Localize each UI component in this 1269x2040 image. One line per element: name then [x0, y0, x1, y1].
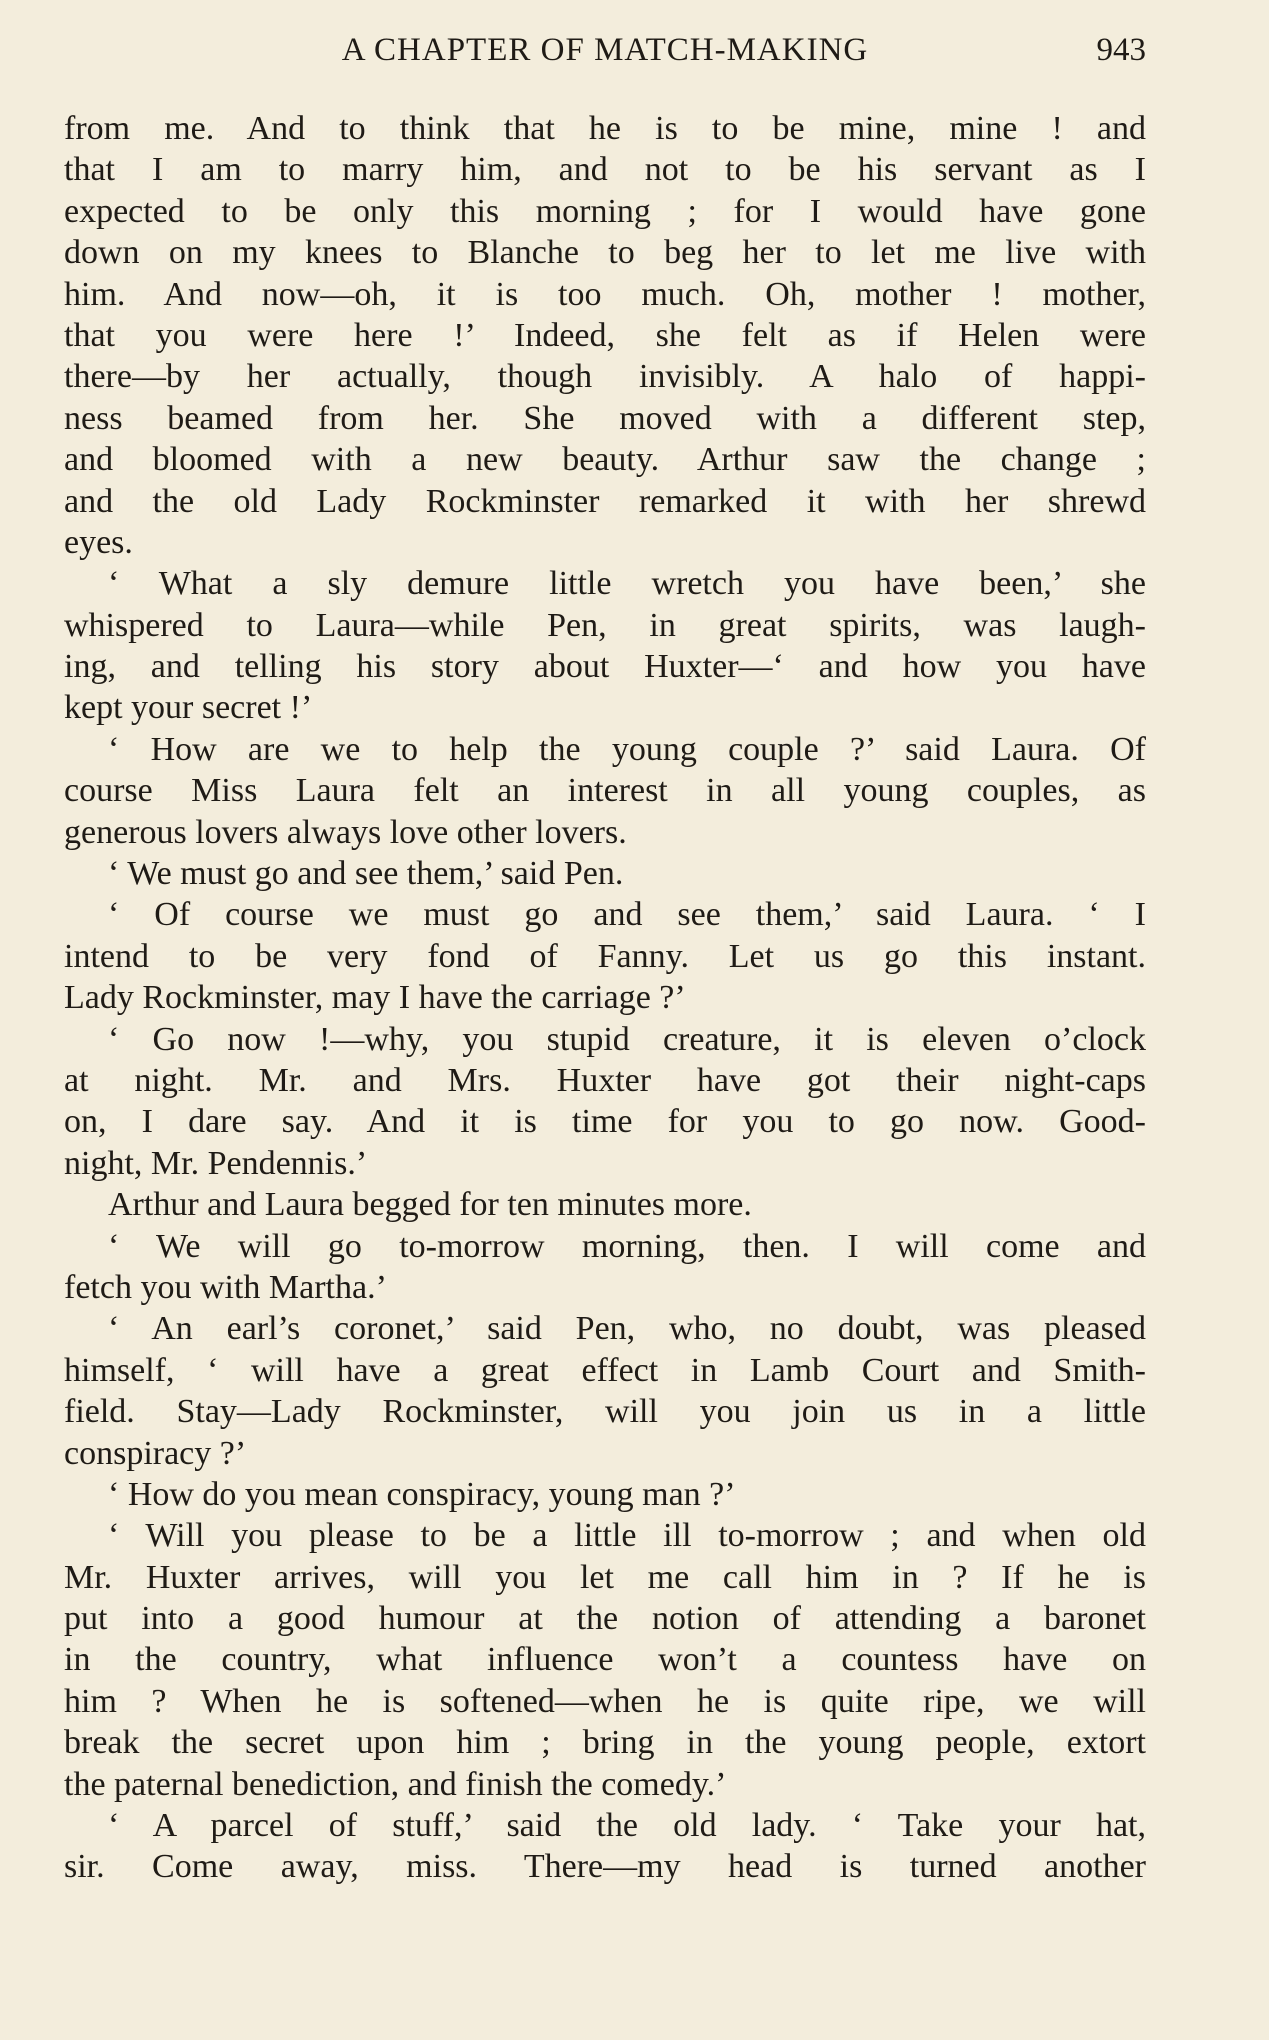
text-line: at night. Mr. and Mrs. Huxter have got their night-caps	[64, 1061, 1146, 1099]
text-line: ‘ An earl’s coronet,’ said Pen, who, no doubt, was pleased	[108, 1310, 1146, 1348]
text-line: down on my knees to Blanche to beg her to let me live with	[64, 234, 1146, 272]
text-line: ‘ We must go and see them,’ said Pen.	[108, 855, 624, 893]
text-line: field. Stay—Lady Rockminster, will you join us in a little	[64, 1393, 1146, 1431]
text-line: fetch you with Martha.’	[64, 1268, 387, 1306]
body-text	[64, 108, 1146, 1888]
text-line: himself, ‘ will have a great effect in Lamb Court and Smith-	[64, 1351, 1146, 1389]
text-line: generous lovers always love other lovers.	[64, 813, 627, 851]
text-line: break the secret upon him ; bring in the young people, extort	[64, 1724, 1146, 1762]
text-line: in the country, what influence won’t a countess have on	[64, 1641, 1146, 1679]
text-line: ‘ Of course we must go and see them,’ said Laura. ‘ I	[108, 896, 1146, 934]
text-line: ‘ Go now !—why, you stupid creature, it is eleven o’clock	[108, 1020, 1146, 1058]
text-line: kept your secret !’	[64, 689, 313, 727]
text-line: and bloomed with a new beauty. Arthur saw the change ;	[64, 441, 1146, 479]
text-line: that I am to marry him, and not to be his servant as I	[64, 151, 1146, 189]
text-line: night, Mr. Pendennis.’	[64, 1144, 368, 1182]
text-line: ‘ We will go to-morrow morning, then. I will come and	[108, 1227, 1146, 1265]
text-line: conspiracy ?’	[64, 1434, 247, 1472]
text-line: the paternal benediction, and finish the comedy.’	[64, 1765, 727, 1803]
text-line: ‘ A parcel of stuff,’ said the old lady. ‘ Take your hat,	[108, 1807, 1146, 1845]
text-line: ness beamed from her. She moved with a different step,	[64, 399, 1146, 437]
text-line: intend to be very fond of Fanny. Let us go this instant.	[64, 937, 1146, 975]
text-line: eyes.	[64, 523, 133, 561]
running-head	[64, 28, 1146, 72]
text-line: him. And now—oh, it is too much. Oh, mother ! mother,	[64, 275, 1146, 313]
text-line: and the old Lady Rockminster remarked it with her shrewd	[64, 482, 1146, 520]
text-line: expected to be only this morning ; for I would have gone	[64, 192, 1146, 230]
text-line: whispered to Laura—while Pen, in great spirits, was laugh-	[64, 606, 1146, 644]
text-line: ing, and telling his story about Huxter—‘ and how you have	[64, 648, 1146, 686]
text-line: ‘ How are we to help the young couple ?’ said Laura. Of	[108, 730, 1146, 768]
text-line: there—by her actually, though invisibly. A halo of happi-	[64, 358, 1146, 396]
text-line: put into a good humour at the notion of attending a baronet	[64, 1600, 1146, 1638]
text-line: sir. Come away, miss. There—my head is turned another	[64, 1848, 1146, 1886]
text-line: ‘ How do you mean conspiracy, young man ?’	[108, 1475, 736, 1513]
text-line: ‘ Will you please to be a little ill to-morrow ; and when old	[108, 1517, 1146, 1555]
text-line: Mr. Huxter arrives, will you let me call him in ? If he is	[64, 1558, 1146, 1596]
text-line: that you were here !’ Indeed, she felt as if Helen were	[64, 316, 1146, 354]
text-line: on, I dare say. And it is time for you to go now. Good-	[64, 1103, 1146, 1141]
running-title: A CHAPTER OF MATCH-MAKING	[341, 32, 869, 68]
page-number: 943	[1096, 32, 1146, 68]
text-line: course Miss Laura felt an interest in all young couples, as	[64, 772, 1146, 810]
text-line: him ? When he is softened—when he is quite ripe, we will	[64, 1682, 1146, 1720]
text-line: ‘ What a sly demure little wretch you have been,’ she	[108, 565, 1146, 603]
text-line: from me. And to think that he is to be mine, mine ! and	[64, 110, 1146, 147]
text-line: Arthur and Laura begged for ten minutes more.	[108, 1186, 752, 1224]
text-line: Lady Rockminster, may I have the carriage ?’	[64, 979, 686, 1017]
